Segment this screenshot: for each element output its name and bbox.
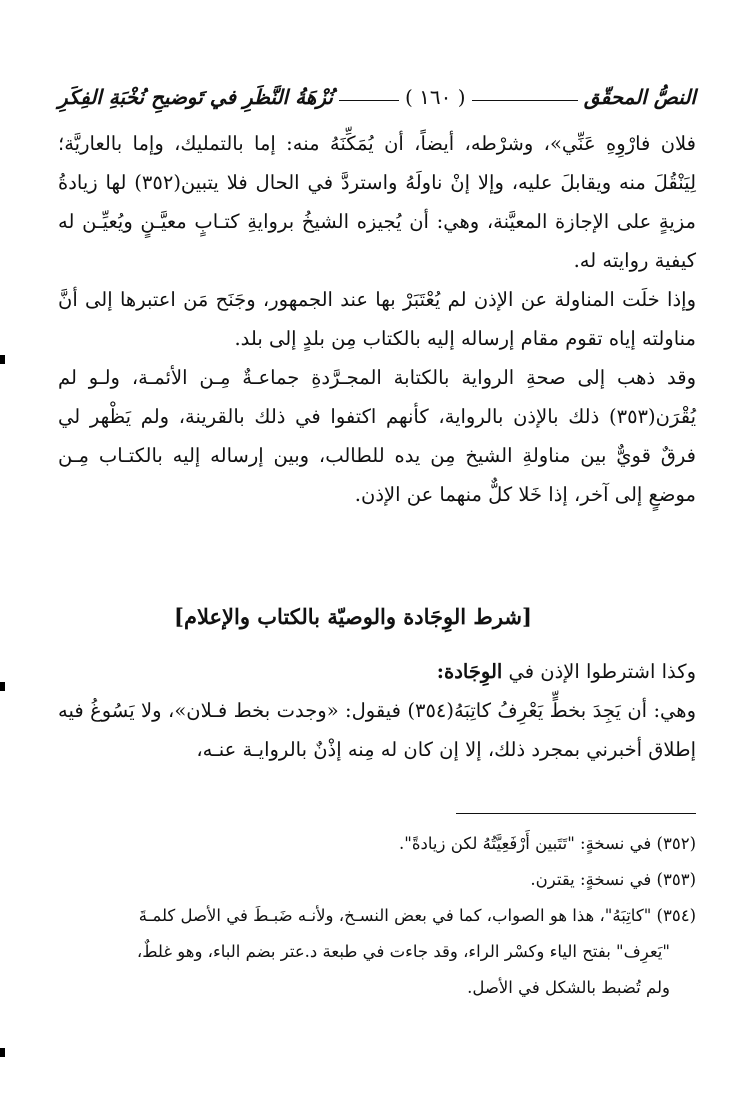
page-number: ( ١٦٠ ) [404,85,466,109]
section-paragraph: وهي: أن يَجِدَ بخطٍّ يَعْرِفُ كاتِبَهُ(٣٥٤) فيقول: «وجدت بخط فـلان»، ولا يَسُوغُ فيه إطلاق أخبرني بمجرد ذلك، إلا إن كان له مِنه إذْنٌ بالروايـة عنـه، [58,699,697,761]
header-rule-left [339,100,399,101]
section-text [58,652,696,769]
main-text [58,124,696,514]
footnote-divider [456,813,696,814]
footnote-353: (٣٥٣) في نسخةٍ: يقترن. [530,870,696,889]
header-right-title: النصُّ المحقّق [583,85,696,109]
paragraph-3: وقد ذهب إلى صحةِ الرواية بالكتابة المجـرَّدةِ جماعـةٌ مِـن الأئمـة، ولـو لم يُقْرَن(٣٥٣) ذلك بالإذن بالرواية، كأنهم اكتفوا في ذلك بالقرينة، ولم يَظْهر لي فرقٌ قويٌّ بين مناولةِ الشيخ مِن يده للطالب، وبين إرساله إليه بالكتـاب مِـن موضعٍ إلى آخر، إذا خَلا كلٌّ منهما عن الإذن. [58,366,696,506]
running-header [58,80,696,114]
section-intro-prefix: وكذا اشترطوا الإذن في [502,660,696,683]
footnote-354-line-2: "يَعرِف" بفتح الياء وكسْر الراء، وقد جاءت في طبعة د.عتر بضم الباء، وهو غلطٌ، [136,942,670,961]
section-intro [58,652,696,691]
header-left-title: نُزْهَةُ النَّظَرِ في تَوضيحِ نُخْبَةِ الفِكَرِ [58,85,333,109]
margin-mark-middle [0,682,5,691]
header-rule-right [472,100,578,101]
margin-mark-top [0,355,5,364]
footnotes [58,826,696,1006]
paragraph-2: وإذا خلَت المناولة عن الإذن لم يُعْتَبَرْ بها عند الجمهور، وجَنَح مَن اعتبرها إلى أنَّ مناولته إياه تقوم مقام إرساله إليه بالكتاب مِن بلدٍ إلى بلد. [58,288,696,350]
paragraph-1: فلان فارْوِهِ عَنِّي»، وشرْطه، أيضاً، أن يُمَكِّنَهُ منه: إما بالتمليك، وإما بالعاريَّة؛ لِيَنْقُلَ منه ويقابلَ عليه، وإلا إنْ ناولَهُ واستردَّ في الحال فلا يتبين(٣٥٢) لها زيادةُ مزيةٍ على الإجازة المعيَّنة، وهي: أن يُجيزه الشيخُ بروايةِ كتـابٍ معيَّـنٍ ويُعيِّـن له كيفية روايته له. [58,132,697,272]
footnote-354: (٣٥٤) "كاتِبَهُ"، هذا هو الصواب، كما في بعض النسـخ، ولأنـه ضَبـطَ في الأصل كلمـةَ [138,906,696,925]
section-heading: [شرط الوِجَادة والوصيّة بالكتاب والإعلام] [174,604,532,629]
footnote-354-line-3: ولم تُضبط بالشكل في الأصل. [467,978,670,997]
footnote-352: (٣٥٢) في نسخةٍ: "تَتَبين أَرْفَعِيَّتُهُ لكن زيادةً". [399,834,696,853]
section-intro-term: الوِجَادة: [436,660,503,683]
margin-mark-bottom [0,1048,5,1057]
